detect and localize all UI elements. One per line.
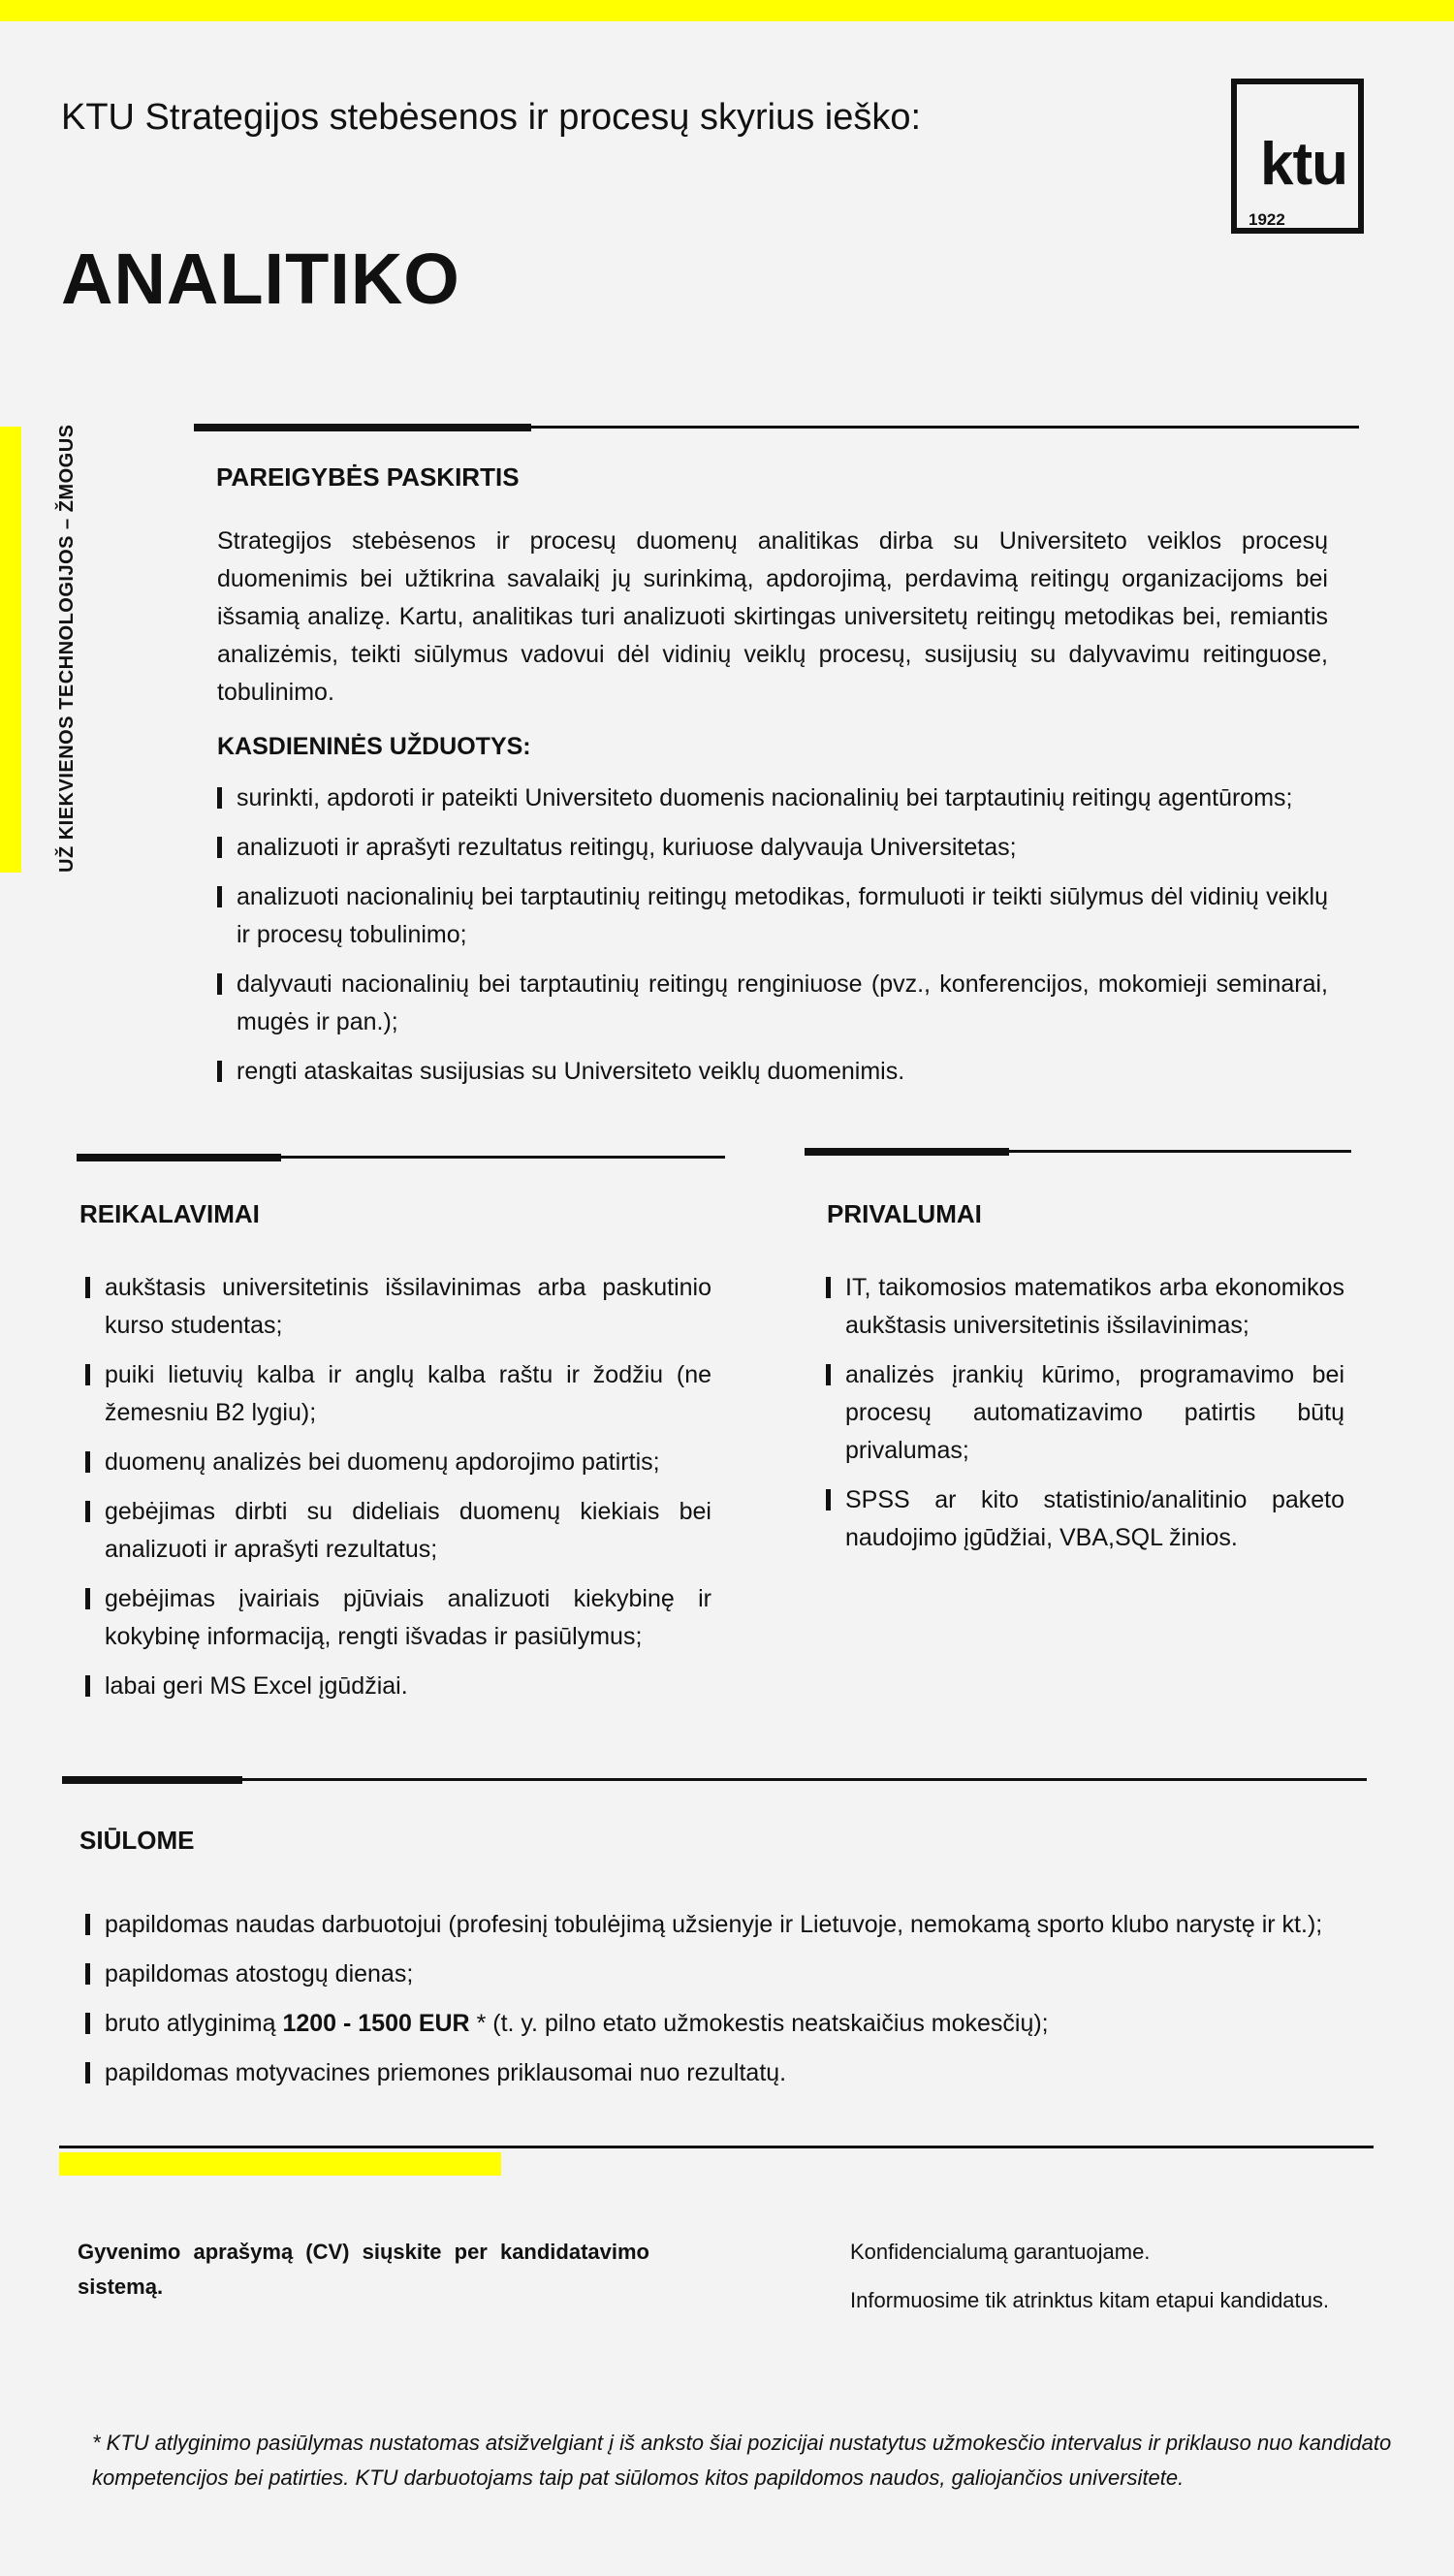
section-divider-accent (805, 1148, 1009, 1156)
logo-year: 1922 (1249, 210, 1285, 229)
list-item: IT, taikomosios matematikos arba ekonomikos aukštasis universitetinis išsilavinimas; (826, 1269, 1344, 1345)
list-item: analizuoti ir aprašyti rezultatus reitingų, kuriuose dalyvauja Universitetas; (217, 829, 1328, 867)
vertical-slogan: UŽ KIEKVIENOS TECHNOLOGIJOS – ŽMOGUS (56, 424, 78, 873)
list-item: gebėjimas įvairiais pjūviais analizuoti kiekybinę ir kokybinę informaciją, rengti išvadas ir pasiūlymus; (85, 1580, 711, 1656)
section-divider-accent (77, 1154, 281, 1161)
tasks-title: KASDIENINĖS UŽDUOTYS: (217, 733, 531, 760)
advantages-list (826, 1269, 1344, 1569)
salary-footnote: * KTU atlyginimo pasiūlymas nustatomas atsižvelgiant į iš anksto šiai pozicijai nustatytus užmokesčio intervalus ir priklauso nuo kandidato kompetencijos bei patirties. KTU darbuotojams taip pat siūlomos kitos papildomos naudos, galiojančios universitete. (92, 2431, 1392, 2490)
list-item: surinkti, apdoroti ir pateikti Universiteto duomenis nacionalinių bei tarptautinių reitingų agentūroms; (217, 779, 1328, 817)
advantages-title: PRIVALUMAI (827, 1199, 982, 1228)
list-item: duomenų analizės bei duomenų apdorojimo patirtis; (85, 1444, 711, 1481)
offer-list (85, 1906, 1375, 2104)
side-accent-bar (0, 427, 21, 873)
cv-instructions: Gyvenimo aprašymą (CV) siųskite per kandidatavimo sistemą. (78, 2240, 649, 2299)
section-divider-accent (194, 424, 531, 431)
list-item: gebėjimas dirbti su dideliais duomenų kiekiais bei analizuoti ir aprašyti rezultatus; (85, 1493, 711, 1569)
list-item: aukštasis universitetinis išsilavinimas arba paskutinio kurso studentas; (85, 1269, 711, 1345)
page-title: ANALITIKO (61, 239, 460, 319)
offer-title: SIŪLOME (79, 1826, 195, 1855)
list-item: puiki lietuvių kalba ir anglų kalba raštu ir žodžiu (ne žemesniu B2 lygiu); (85, 1356, 711, 1432)
selection-note: Informuosime tik atrinktus kitam etapui kandidatus. (850, 2288, 1330, 2312)
list-item: labai geri MS Excel įgūdžiai. (85, 1668, 711, 1705)
organization-heading: KTU Strategijos stebėsenos ir procesų skyrius ieško: (61, 97, 922, 138)
list-item: SPSS ar kito statistinio/analitinio paketo naudojimo įgūdžiai, VBA,SQL žinios. (826, 1481, 1344, 1557)
list-item: rengti ataskaitas susijusias su Universiteto veiklų duomenimis. (217, 1053, 1328, 1091)
ktu-logo (1231, 79, 1364, 234)
requirements-list (85, 1269, 711, 1717)
list-item: dalyvauti nacionalinių bei tarptautinių reitingų renginiuose (pvz., konferencijos, mokomieji seminarai, mugės ir pan.); (217, 966, 1328, 1041)
salary-suffix: * (t. y. pilno etato užmokestis neatskaičius mokesčių); (476, 2010, 1049, 2037)
section-divider-accent (62, 1776, 242, 1784)
footer-accent-strip (59, 2152, 501, 2176)
purpose-title: PAREIGYBĖS PASKIRTIS (216, 462, 520, 492)
list-item (85, 2005, 1375, 2043)
list-item: analizės įrankių kūrimo, programavimo bei procesų automatizavimo patirtis būtų privalumas; (826, 1356, 1344, 1470)
list-item: papildomas atostogų dienas; (85, 1956, 1375, 1993)
list-item: papildomas motyvacines priemones priklausomai nuo rezultatų. (85, 2054, 1375, 2092)
logo-text: ktu (1260, 131, 1347, 198)
footer-divider (59, 2146, 1374, 2148)
salary-prefix: bruto atlyginimą (105, 2010, 276, 2037)
purpose-text: Strategijos stebėsenos ir procesų duomenų analitikas dirba su Universiteto veiklos procesų duomenimis bei užtikrina savalaikį jų surinkimą, apdorojimą, perdavimą reitingų organizacijoms bei išsamią analizę. Kartu, analitikas turi analizuoti skirtingas universitetų reitingų metodikas bei, remiantis analizėmis, teikti siūlymus vadovui dėl vidinių veiklų procesų, susijusių su dalyvavimu reitinguose, tobulinimo. (217, 527, 1328, 706)
confidentiality-note: Konfidencialumą garantuojame. (850, 2240, 1151, 2264)
section-divider (62, 1778, 1367, 1781)
top-accent-bar (0, 0, 1454, 21)
tasks-list (217, 779, 1328, 1102)
salary-amount: 1200 - 1500 EUR (282, 2010, 470, 2037)
list-item: papildomas naudas darbuotojui (profesinį tobulėjimą užsienyje ir Lietuvoje, nemokamą sporto klubo narystę ir kt.); (85, 1906, 1375, 1944)
requirements-title: REIKALAVIMAI (79, 1199, 260, 1228)
list-item: analizuoti nacionalinių bei tarptautinių reitingų metodikas, formuluoti ir teikti siūlymus dėl vidinių veiklų ir procesų tobulinimo; (217, 878, 1328, 954)
